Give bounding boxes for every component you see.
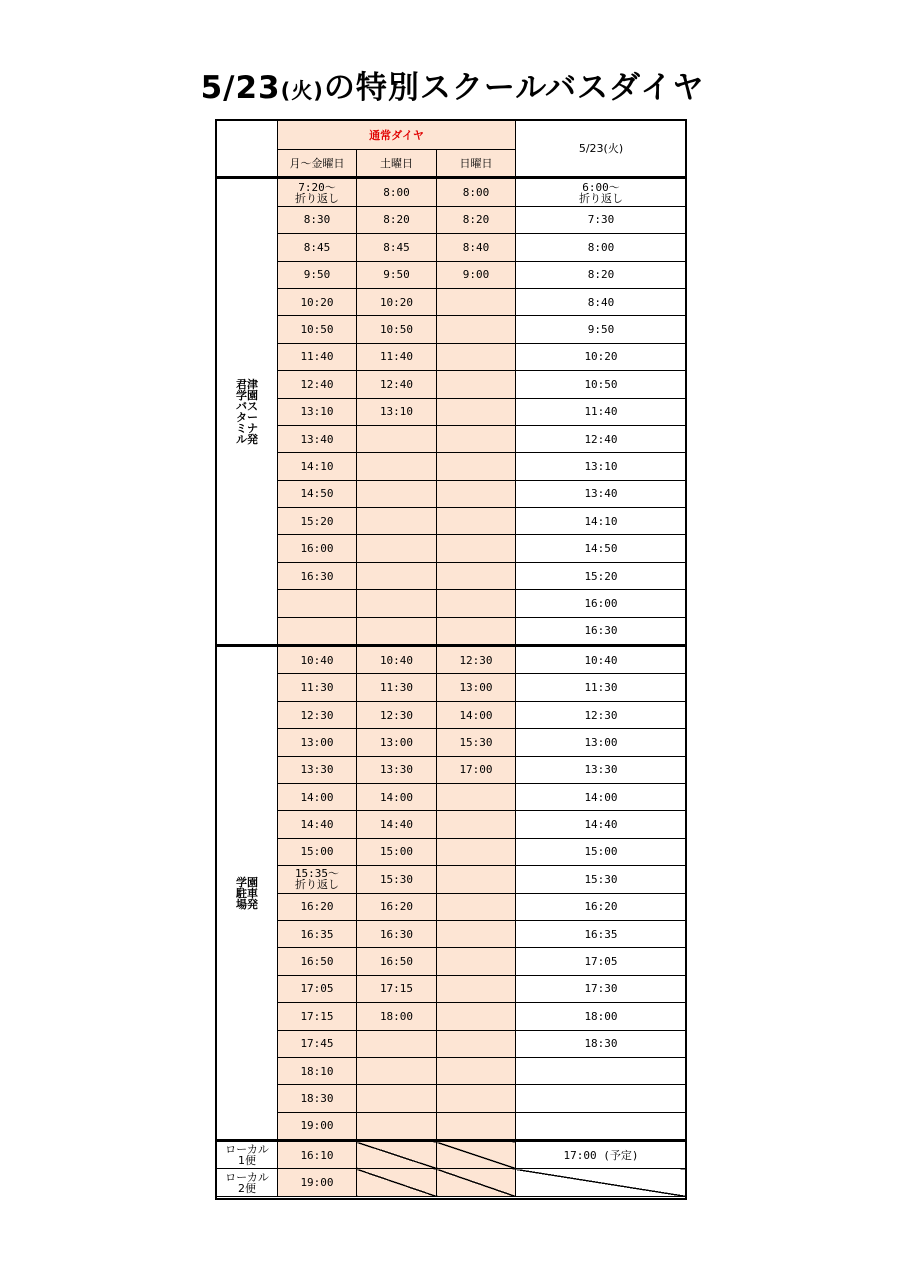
special-cell: 10:50 <box>516 371 687 398</box>
header-corner <box>217 121 278 178</box>
special-cell: 13:30 <box>516 756 687 783</box>
saturday-cell <box>357 480 437 507</box>
saturday-cell: 18:00 <box>357 1003 437 1030</box>
special-cell: 16:00 <box>516 590 687 617</box>
sunday-cell <box>437 371 516 398</box>
section1-label <box>217 178 278 646</box>
local-label: ローカル 2便 <box>217 1169 278 1196</box>
weekday-cell: 17:45 <box>278 1030 357 1057</box>
saturday-cell <box>357 508 437 535</box>
title-date: 5/23 <box>200 70 281 106</box>
saturday-cell: 13:10 <box>357 398 437 425</box>
sunday-cell: 15:30 <box>437 729 516 756</box>
sunday-cell <box>437 783 516 810</box>
special-cell: 14:50 <box>516 535 687 562</box>
table-row <box>217 1057 687 1084</box>
special-cell: 18:30 <box>516 1030 687 1057</box>
weekday-cell: 16:30 <box>278 562 357 589</box>
weekday-cell <box>278 617 357 645</box>
weekday-cell: 14:10 <box>278 453 357 480</box>
saturday-cell: 14:40 <box>357 811 437 838</box>
weekday-cell: 16:00 <box>278 535 357 562</box>
special-cell: 14:10 <box>516 508 687 535</box>
weekday-cell: 13:30 <box>278 756 357 783</box>
special-cell: 14:00 <box>516 783 687 810</box>
saturday-cell: 10:20 <box>357 288 437 315</box>
weekday-cell: 17:05 <box>278 975 357 1002</box>
special-cell: 17:30 <box>516 975 687 1002</box>
table-row <box>217 508 687 535</box>
special-cell <box>516 1112 687 1140</box>
saturday-cell <box>357 1085 437 1112</box>
local-special-cell: 17:00 (予定) <box>516 1141 687 1169</box>
special-cell: 10:20 <box>516 343 687 370</box>
table-row <box>217 1085 687 1112</box>
sunday-cell <box>437 1057 516 1084</box>
sunday-cell: 13:00 <box>437 674 516 701</box>
saturday-cell <box>357 1030 437 1057</box>
special-cell: 12:40 <box>516 425 687 452</box>
weekday-cell: 12:30 <box>278 701 357 728</box>
weekday-cell: 14:00 <box>278 783 357 810</box>
special-cell: 14:40 <box>516 811 687 838</box>
saturday-cell: 8:45 <box>357 234 437 261</box>
section2-label-text: 学園駐車場発 <box>236 875 258 911</box>
table-row <box>217 343 687 370</box>
weekday-cell: 10:20 <box>278 288 357 315</box>
local-weekday-cell: 16:10 <box>278 1141 357 1169</box>
special-cell: 18:00 <box>516 1003 687 1030</box>
sunday-cell <box>437 1030 516 1057</box>
saturday-cell: 14:00 <box>357 783 437 810</box>
table-row <box>217 371 687 398</box>
table-row <box>217 453 687 480</box>
sunday-cell <box>437 617 516 645</box>
sunday-cell <box>437 838 516 865</box>
sunday-cell <box>437 1085 516 1112</box>
special-cell: 11:30 <box>516 674 687 701</box>
weekday-cell: 8:30 <box>278 206 357 233</box>
saturday-cell: 12:30 <box>357 701 437 728</box>
special-cell: 9:50 <box>516 316 687 343</box>
sunday-cell <box>437 562 516 589</box>
saturday-cell: 10:50 <box>357 316 437 343</box>
table-row <box>217 729 687 756</box>
weekday-cell: 12:40 <box>278 371 357 398</box>
table-row <box>217 398 687 425</box>
sunday-cell <box>437 343 516 370</box>
weekday-cell <box>278 590 357 617</box>
weekday-cell: 8:45 <box>278 234 357 261</box>
saturday-cell: 13:00 <box>357 729 437 756</box>
weekday-cell: 11:40 <box>278 343 357 370</box>
sunday-cell <box>437 398 516 425</box>
local-special-cell <box>516 1169 687 1196</box>
sunday-cell: 8:40 <box>437 234 516 261</box>
sunday-cell <box>437 893 516 920</box>
weekday-cell: 18:30 <box>278 1085 357 1112</box>
sunday-cell: 9:00 <box>437 261 516 288</box>
sunday-cell <box>437 866 516 893</box>
table-row <box>217 893 687 920</box>
table-row <box>217 535 687 562</box>
header-sunday: 日曜日 <box>437 150 516 178</box>
sunday-cell <box>437 920 516 947</box>
weekday-cell: 9:50 <box>278 261 357 288</box>
table-row <box>217 838 687 865</box>
page-title <box>0 62 905 107</box>
special-cell: 15:00 <box>516 838 687 865</box>
header-row-1 <box>217 121 687 150</box>
table-row <box>217 178 687 206</box>
section1-label-text: 君津学園バスターミナル発 <box>236 377 258 446</box>
header-saturday: 土曜日 <box>357 150 437 178</box>
header-weekday: 月～金曜日 <box>278 150 357 178</box>
table-row <box>217 590 687 617</box>
saturday-cell <box>357 453 437 480</box>
weekday-cell: 14:40 <box>278 811 357 838</box>
sunday-cell <box>437 453 516 480</box>
saturday-cell: 11:30 <box>357 674 437 701</box>
special-cell: 15:30 <box>516 866 687 893</box>
saturday-cell: 15:30 <box>357 866 437 893</box>
table-row <box>217 674 687 701</box>
weekday-cell: 7:20～ 折り返し <box>278 178 357 206</box>
table-row <box>217 920 687 947</box>
weekday-cell: 10:40 <box>278 646 357 674</box>
special-cell: 11:40 <box>516 398 687 425</box>
weekday-cell: 13:00 <box>278 729 357 756</box>
special-cell: 15:20 <box>516 562 687 589</box>
sunday-cell <box>437 480 516 507</box>
bus-timetable <box>216 120 687 1197</box>
sunday-cell <box>437 948 516 975</box>
local-label: ローカル 1便 <box>217 1141 278 1169</box>
table-row <box>217 811 687 838</box>
sunday-cell <box>437 425 516 452</box>
local-row <box>217 1169 687 1196</box>
sunday-cell: 8:00 <box>437 178 516 206</box>
sunday-cell <box>437 535 516 562</box>
saturday-cell <box>357 535 437 562</box>
header-special-date: 5/23(火) <box>516 121 687 178</box>
sunday-cell: 14:00 <box>437 701 516 728</box>
special-cell <box>516 1085 687 1112</box>
special-cell: 16:30 <box>516 617 687 645</box>
weekday-cell: 15:35～ 折り返し <box>278 866 357 893</box>
saturday-cell: 17:15 <box>357 975 437 1002</box>
local-saturday-slash <box>357 1169 437 1196</box>
sunday-cell: 12:30 <box>437 646 516 674</box>
saturday-cell: 16:50 <box>357 948 437 975</box>
saturday-cell <box>357 1057 437 1084</box>
sunday-cell <box>437 811 516 838</box>
sunday-cell: 8:20 <box>437 206 516 233</box>
saturday-cell: 8:00 <box>357 178 437 206</box>
table-row <box>217 756 687 783</box>
special-cell: 12:30 <box>516 701 687 728</box>
section2-label <box>217 646 278 1141</box>
weekday-cell: 17:15 <box>278 1003 357 1030</box>
weekday-cell: 13:10 <box>278 398 357 425</box>
table-row <box>217 975 687 1002</box>
title-rest: の特別スクールバスダイヤ <box>323 70 705 106</box>
table-row <box>217 316 687 343</box>
table-row <box>217 1030 687 1057</box>
table-row <box>217 562 687 589</box>
special-cell: 16:35 <box>516 920 687 947</box>
weekday-cell: 16:20 <box>278 893 357 920</box>
saturday-cell: 10:40 <box>357 646 437 674</box>
saturday-cell <box>357 562 437 589</box>
table-row <box>217 783 687 810</box>
saturday-cell: 16:20 <box>357 893 437 920</box>
sunday-cell <box>437 590 516 617</box>
table-row <box>217 480 687 507</box>
sunday-cell <box>437 975 516 1002</box>
sunday-cell <box>437 316 516 343</box>
table-row <box>217 234 687 261</box>
sunday-cell <box>437 508 516 535</box>
local-saturday-slash <box>357 1141 437 1169</box>
saturday-cell: 16:30 <box>357 920 437 947</box>
local-sunday-slash <box>437 1169 516 1196</box>
special-cell: 17:05 <box>516 948 687 975</box>
saturday-cell: 13:30 <box>357 756 437 783</box>
local-sunday-slash <box>437 1141 516 1169</box>
table-row <box>217 261 687 288</box>
special-cell: 8:40 <box>516 288 687 315</box>
sunday-cell: 17:00 <box>437 756 516 783</box>
special-cell: 8:20 <box>516 261 687 288</box>
weekday-cell: 15:00 <box>278 838 357 865</box>
sunday-cell <box>437 288 516 315</box>
special-cell: 13:10 <box>516 453 687 480</box>
saturday-cell: 11:40 <box>357 343 437 370</box>
special-cell: 13:40 <box>516 480 687 507</box>
sunday-cell <box>437 1112 516 1140</box>
special-cell <box>516 1057 687 1084</box>
local-row <box>217 1141 687 1169</box>
weekday-cell: 15:20 <box>278 508 357 535</box>
special-cell: 6:00～ 折り返し <box>516 178 687 206</box>
table-row <box>217 1003 687 1030</box>
weekday-cell: 16:50 <box>278 948 357 975</box>
title-weekday: (火) <box>280 79 324 103</box>
weekday-cell: 13:40 <box>278 425 357 452</box>
table-row <box>217 948 687 975</box>
header-regular-title: 通常ダイヤ <box>278 121 516 150</box>
weekday-cell: 16:35 <box>278 920 357 947</box>
table-row <box>217 288 687 315</box>
table-row <box>217 866 687 893</box>
special-cell: 16:20 <box>516 893 687 920</box>
weekday-cell: 14:50 <box>278 480 357 507</box>
saturday-cell <box>357 617 437 645</box>
special-cell: 7:30 <box>516 206 687 233</box>
saturday-cell <box>357 425 437 452</box>
special-cell: 10:40 <box>516 646 687 674</box>
saturday-cell: 9:50 <box>357 261 437 288</box>
special-cell: 8:00 <box>516 234 687 261</box>
local-weekday-cell: 19:00 <box>278 1169 357 1196</box>
weekday-cell: 11:30 <box>278 674 357 701</box>
table-row <box>217 701 687 728</box>
weekday-cell: 10:50 <box>278 316 357 343</box>
table-row <box>217 1112 687 1140</box>
special-cell: 13:00 <box>516 729 687 756</box>
saturday-cell <box>357 1112 437 1140</box>
table-row <box>217 425 687 452</box>
saturday-cell: 8:20 <box>357 206 437 233</box>
weekday-cell: 18:10 <box>278 1057 357 1084</box>
weekday-cell: 19:00 <box>278 1112 357 1140</box>
saturday-cell: 12:40 <box>357 371 437 398</box>
saturday-cell: 15:00 <box>357 838 437 865</box>
saturday-cell <box>357 590 437 617</box>
sunday-cell <box>437 1003 516 1030</box>
table-row <box>217 206 687 233</box>
table-row <box>217 617 687 645</box>
table-row <box>217 646 687 674</box>
